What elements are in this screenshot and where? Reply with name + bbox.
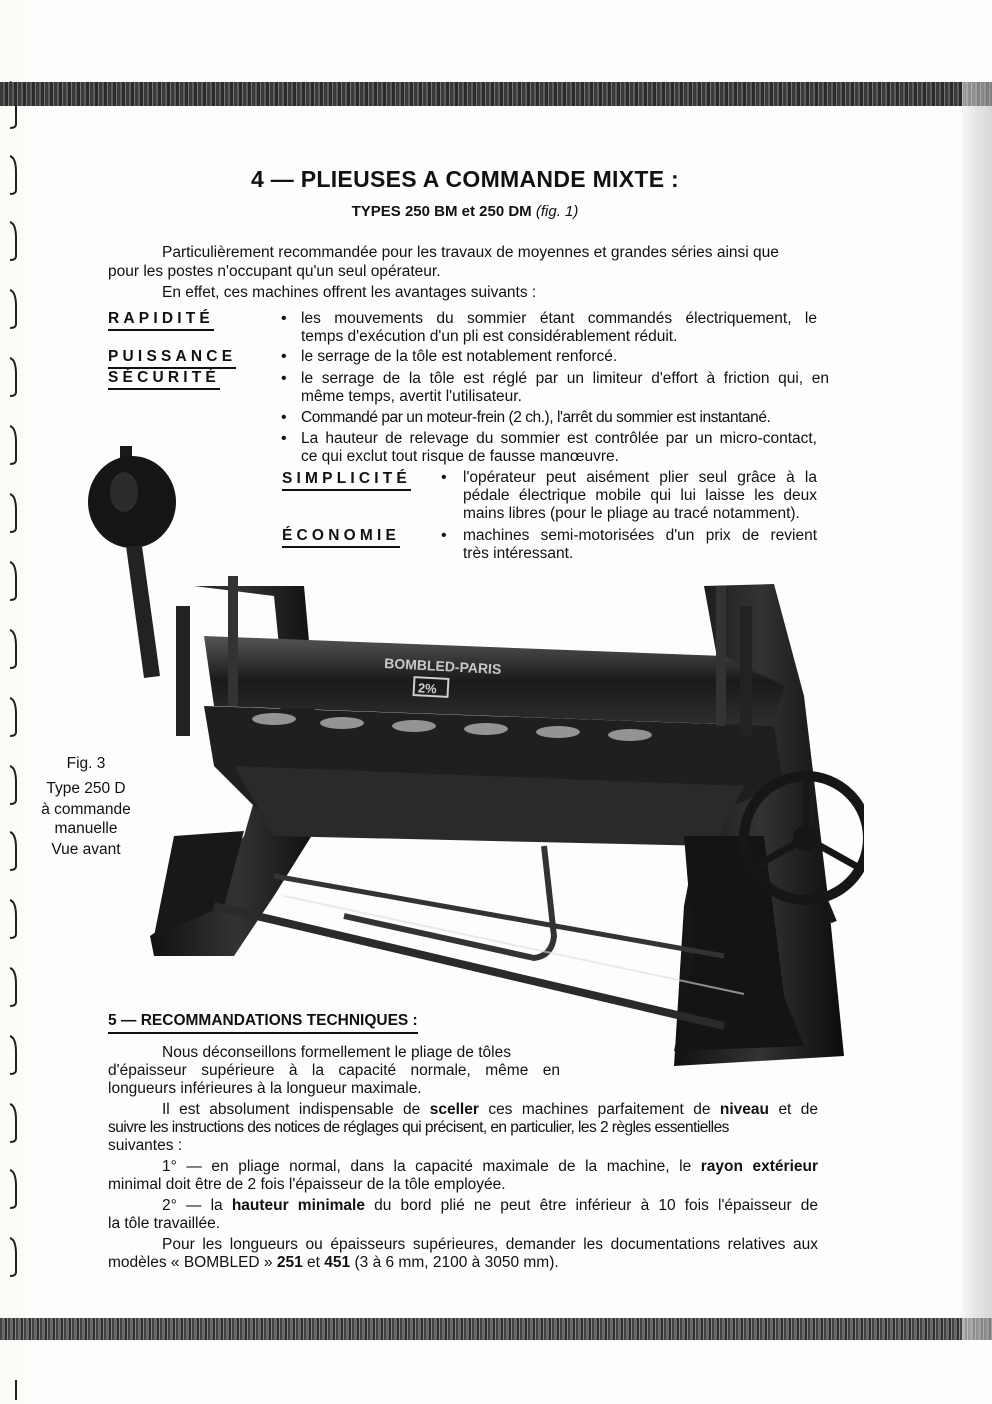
sec5-p5-line-1: Pour les longueurs ou épaisseurs supérieures, demander les documentations relatives aux <box>162 1236 818 1253</box>
machine-brand: BOMBLED-PARIS <box>383 655 502 678</box>
sec5-p2-bold-sceller: sceller <box>429 1101 479 1118</box>
scan-edge-top <box>0 82 992 106</box>
sec5-p2-line-1 <box>162 1101 818 1120</box>
figure-caption-view: Vue avant <box>51 841 121 858</box>
bullet-1-line-1: les mouvements du sommier étant commandés électriquement, le <box>301 310 817 327</box>
sec5-p2-bold-niveau: niveau <box>719 1101 769 1118</box>
figure-caption-mode-2: manuelle <box>54 820 118 837</box>
folding-machine-photo <box>84 436 864 1086</box>
bullet-dot: • <box>441 469 447 486</box>
sec5-p1-line-1: Nous déconseillons formellement le pliage de tôles <box>162 1044 511 1061</box>
sec5-p3-line-2: minimal doit être de 2 fois l'épaisseur de la tôle employée. <box>108 1176 506 1193</box>
sec5-p5-text-e: (3 à 6 mm, 2100 à 3050 mm). <box>354 1254 559 1271</box>
figure-caption-number: Fig. 3 <box>66 755 106 772</box>
bullet-5-line-1: La hauteur de relevage du sommier est contrôlée par un micro-contact, <box>301 430 817 447</box>
bullet-7-line-1: machines semi-motorisées d'un prix de revient <box>463 527 817 544</box>
sec5-p5-text-c: et <box>307 1254 320 1271</box>
bullet-dot: • <box>281 348 287 365</box>
sec5-p5-text-a: modèles « BOMBLED » <box>108 1254 273 1271</box>
bullet-5-line-2: ce qui exclut tout risque de fausse manœuvre. <box>301 448 619 465</box>
sec5-p2-line-3: suivantes : <box>108 1137 183 1154</box>
scan-edge-right <box>962 82 992 1340</box>
bullet-dot: • <box>281 430 287 447</box>
bullet-4-line-1: Commandé par un moteur-frein (2 ch.), l'arrêt du sommier est instantané. <box>301 409 771 426</box>
bullet-1-line-2: temps d'exécution d'un pli est considérablement réduit. <box>301 328 678 345</box>
sec5-p1-line-3: longueurs inférieures à la longueur maximale. <box>108 1080 422 1097</box>
section5-heading: 5 — RECOMMANDATIONS TECHNIQUES : <box>108 1012 418 1034</box>
sec5-p4-bold-hauteur: hauteur minimale <box>231 1197 365 1214</box>
sec5-p4-line-2: la tôle travaillée. <box>108 1215 221 1232</box>
sec5-p3-bold-rayon: rayon extérieur <box>700 1158 819 1175</box>
section4-subtitle <box>0 203 930 220</box>
bullet-dot: • <box>281 310 287 327</box>
sec5-p5-bold-451: 451 <box>324 1254 351 1271</box>
keyword-securite: SÉCURITÉ <box>108 368 220 390</box>
sec5-p1-line-2: d'épaisseur supérieure à la capacité normale, même en <box>108 1062 560 1079</box>
sec5-p5-line-2 <box>108 1254 559 1273</box>
intro-line-1: Particulièrement recommandée pour les travaux de moyennes et grandes séries ainsi que <box>162 244 779 261</box>
sec5-p4-line-1 <box>162 1197 818 1216</box>
bullet-3-line-2: même temps, avertit l'utilisateur. <box>301 388 522 405</box>
figure-reference: (fig. 1) <box>535 203 579 220</box>
bullet-dot: • <box>441 527 447 544</box>
bullet-dot: • <box>281 409 287 426</box>
bullet-2-line-1: le serrage de la tôle est notablement renforcé. <box>301 348 618 365</box>
bullet-6-line-1: l'opérateur peut aisément plier seul grâce à la <box>463 469 817 486</box>
keyword-simplicite: SIMPLICITÉ <box>282 469 411 491</box>
keyword-economie: ÉCONOMIE <box>282 526 400 548</box>
sec5-p2-line-2: suivre les instructions des notices de réglages qui précisent, en particulier, les 2 règles essentielles <box>108 1119 729 1136</box>
keyword-rapidite: RAPIDITÉ <box>108 309 214 331</box>
keyword-puissance: PUISSANCE <box>108 347 236 369</box>
scan-edge-bottom <box>0 1318 992 1340</box>
sec5-p3-text-a: 1° — en pliage normal, dans la capacité maximale de la machine, le <box>162 1158 692 1175</box>
figure-caption-mode-1: à commande <box>41 801 131 818</box>
sec5-p5-bold-251: 251 <box>276 1254 303 1271</box>
types-label: TYPES 250 BM et 250 DM <box>351 203 532 220</box>
section4-heading: 4 — PLIEUSES A COMMANDE MIXTE : <box>250 166 680 192</box>
bullet-6-line-3: mains libres (pour le pliage au tracé notamment). <box>463 505 800 522</box>
bullet-7-line-2: très intéressant. <box>463 545 574 562</box>
sec5-p4-text-a: 2° — la <box>162 1197 223 1214</box>
bullet-6-line-2: pédale électrique mobile qui lui laisse les deux <box>463 487 817 504</box>
sec5-p2-text-e: et de <box>778 1101 819 1118</box>
figure-caption-type: Type 250 D <box>46 780 126 797</box>
bullet-dot: • <box>281 370 287 387</box>
sec5-p4-text-c: du bord plié ne peut être inférieur à 10 fois l'épaisseur de <box>374 1197 818 1214</box>
machine-plate: 2% <box>417 680 438 697</box>
bullet-3-line-1: le serrage de la tôle est réglé par un limiteur d'effort à friction qui, en <box>301 370 829 387</box>
intro-line-3: En effet, ces machines offrent les avantages suivants : <box>162 284 537 301</box>
sec5-p2-text-a: Il est absolument indispensable de <box>162 1101 421 1118</box>
sec5-p2-text-c: ces machines parfaitement de <box>488 1101 711 1118</box>
intro-line-2: pour les postes n'occupant qu'un seul opérateur. <box>108 263 441 280</box>
sec5-p3-line-1 <box>162 1158 818 1177</box>
